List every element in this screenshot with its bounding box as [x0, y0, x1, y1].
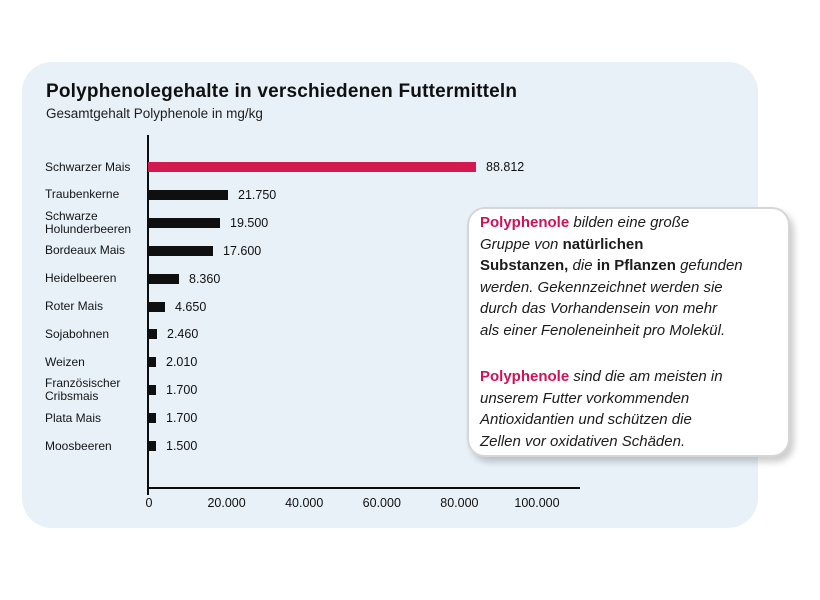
info-paragraph [480, 366, 780, 452]
info-line [480, 234, 780, 256]
info-text: in Pflanzen [596, 257, 676, 274]
category-label: Heidelbeeren [45, 271, 117, 286]
bar-value: 2.010 [166, 355, 198, 370]
x-axis [147, 487, 580, 489]
category-label: Plata Mais [45, 410, 102, 425]
x-tick-label: 60.000 [362, 496, 401, 510]
category-label: Weizen [45, 354, 85, 369]
category-label: Traubenkerne [45, 187, 120, 202]
info-text: durch das Vorhandensein von mehr [480, 300, 718, 317]
info-text: Gruppe von [480, 235, 563, 253]
accent-text: Polyphenole [480, 214, 570, 231]
info-text: als einer Fenoleneinheit pro Molekül. [480, 321, 726, 339]
bar-value: 8.360 [189, 271, 221, 286]
accent-text: Polyphenole [480, 368, 570, 385]
bar-value: 4.650 [175, 299, 207, 314]
info-text: Substanzen, [480, 257, 569, 274]
info-text: bilden eine große [569, 214, 690, 231]
category-label: Französischer Cribsmais [45, 376, 121, 404]
info-text: natürlichen [562, 235, 644, 253]
info-line [480, 320, 780, 342]
bar [148, 413, 156, 423]
bar [148, 162, 476, 172]
bar-value: 1.700 [166, 383, 198, 398]
info-line [480, 366, 780, 388]
info-line [480, 212, 780, 234]
bar [148, 274, 179, 284]
info-text: Antioxidantien und schützen die [480, 411, 692, 428]
bar-value: 1.700 [166, 411, 198, 426]
info-paragraph [480, 212, 780, 341]
info-text: Zellen vor oxidativen Schäden. [480, 432, 686, 450]
info-box [467, 207, 790, 457]
info-text: die [568, 257, 597, 274]
x-tick-label: 80.000 [440, 496, 479, 510]
info-line [480, 298, 780, 320]
info-line [480, 277, 780, 299]
info-line [480, 388, 780, 410]
bar [148, 385, 156, 395]
bar [148, 441, 156, 451]
info-text: werden. Gekennzeichnet werden sie [480, 278, 723, 296]
chart-title: Polyphenolegehalte in verschiedenen Futtermitteln [46, 81, 518, 102]
x-tick-label: 40.000 [285, 496, 324, 510]
category-label: Moosbeeren [45, 438, 112, 453]
bar [148, 246, 213, 256]
bar-value: 88.812 [486, 160, 525, 174]
info-text: gefunden [675, 257, 743, 274]
bar [148, 329, 157, 339]
info-text: unserem Futter vorkommenden [480, 389, 690, 407]
bar-value: 1.500 [166, 439, 198, 453]
category-label: Schwarzer Mais [45, 159, 131, 174]
bar [148, 357, 156, 367]
category-label: Schwarze Holunderbeeren [45, 208, 132, 236]
x-tick-label: 0 [145, 496, 153, 510]
x-axis-origin-tick [147, 489, 149, 495]
bar [148, 302, 165, 312]
category-label: Bordeaux Mais [45, 243, 126, 258]
bar [148, 190, 228, 200]
y-axis [147, 135, 149, 489]
bar-value: 17.600 [223, 243, 262, 258]
category-label: Roter Mais [45, 299, 104, 313]
category-label: Sojabohnen [45, 326, 110, 341]
chart-subtitle: Gesamtgehalt Polyphenole in mg/kg [46, 106, 263, 121]
x-tick-label: 20.000 [207, 496, 246, 510]
info-line [480, 409, 780, 431]
bar-value: 21.750 [238, 187, 277, 202]
info-text: sind die am meisten in [569, 368, 723, 385]
info-line [480, 431, 780, 453]
bar-value: 2.460 [167, 327, 199, 342]
x-tick-label: 100.000 [514, 496, 560, 510]
bar [148, 218, 220, 228]
info-line [480, 255, 780, 277]
bar-value: 19.500 [230, 215, 269, 230]
